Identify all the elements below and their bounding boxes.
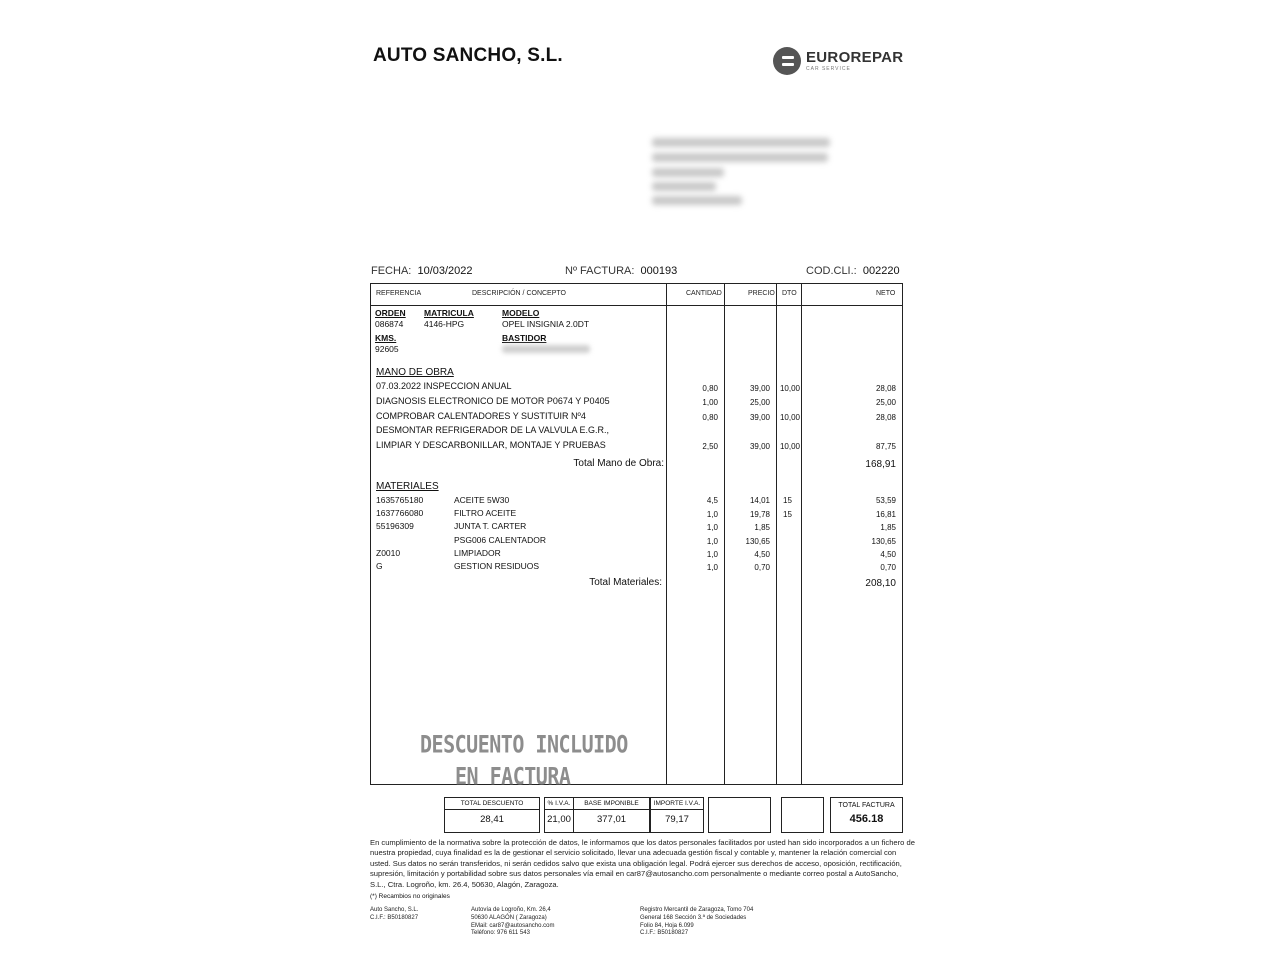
labor-dto: 10,00 <box>779 413 800 422</box>
material-dto: 15 <box>783 510 792 519</box>
descuento-stamp-line2: EN FACTURA <box>455 761 571 791</box>
material-desc: JUNTA T. CARTER <box>454 521 527 531</box>
base-imponible-box <box>573 797 650 833</box>
kms-value: 92605 <box>375 344 399 354</box>
total-factura-value: 456.18 <box>849 813 884 825</box>
iva-pct-box <box>544 797 574 833</box>
descuento-stamp-line1: DESCUENTO INCLUIDO <box>420 729 628 759</box>
labor-neto: 28,08 <box>875 384 896 393</box>
column-divider <box>666 283 667 785</box>
material-desc: ACEITE 5W30 <box>454 495 510 505</box>
material-precio: 1,85 <box>754 523 770 532</box>
labor-dto: 10,00 <box>779 442 800 451</box>
material-ref: 1635765180 <box>376 495 424 505</box>
labor-desc: DESMONTAR REFRIGERADOR DE LA VALVULA E.G.R., <box>376 425 610 435</box>
recambios-note: (*) Recambios no originales <box>370 893 450 900</box>
material-dto: 15 <box>783 496 792 505</box>
labor-desc: LIMPIAR Y DESCARBONILLAR, MONTAJE Y PRUEBAS <box>376 440 606 450</box>
table-header-divider <box>370 305 903 306</box>
labor-cantidad: 1,00 <box>702 398 718 407</box>
bastidor-label: BASTIDOR <box>502 333 547 343</box>
labor-dto: 10,00 <box>779 384 800 393</box>
labor-neto: 87,75 <box>875 442 896 451</box>
fecha-value: 10/03/2022 <box>417 265 473 277</box>
labor-precio: 39,00 <box>749 442 770 451</box>
matricula-label: MATRICULA <box>424 308 474 318</box>
eurorepar-logo-icon <box>773 47 801 75</box>
codigo-cliente: COD.CLI.: 002220 <box>806 265 900 277</box>
total-materiales-value: 208,10 <box>865 578 896 589</box>
col-header-cantidad: CANTIDAD <box>686 290 722 297</box>
importe-iva-value: 79,17 <box>665 814 689 825</box>
iva-pct-label: % I.V.A. <box>545 798 573 810</box>
footer-line: Auto Sancho, S.L. <box>370 907 419 913</box>
total-factura-box <box>830 797 903 833</box>
material-precio: 0,70 <box>754 563 770 572</box>
material-cantidad: 1,0 <box>706 523 718 532</box>
column-divider <box>801 283 802 785</box>
total-descuento-label: TOTAL DESCUENTO <box>445 798 539 810</box>
col-header-referencia: REFERENCIA <box>376 290 422 297</box>
matricula-value: 4146-HPG <box>424 319 465 329</box>
col-header-neto: NETO <box>876 290 896 297</box>
total-materiales-label: Total Materiales: <box>589 577 662 588</box>
section-title-mano-de-obra: MANO DE OBRA <box>376 367 454 378</box>
orden-value: 086874 <box>375 319 404 329</box>
material-precio: 130,65 <box>745 537 770 546</box>
total-descuento-value: 28,41 <box>480 814 504 825</box>
company-name: AUTO SANCHO, S.L. <box>373 45 563 66</box>
material-cantidad: 1,0 <box>706 563 718 572</box>
col-header-dto: DTO <box>782 290 797 297</box>
fecha: FECHA: 10/03/2022 <box>371 265 473 277</box>
footer-line: Folio 84, Hoja 6.099 <box>640 922 694 929</box>
labor-neto: 28,08 <box>875 413 896 422</box>
modelo-label: MODELO <box>502 308 540 318</box>
material-neto: 16,81 <box>875 510 896 519</box>
section-title-materiales: MATERIALES <box>376 481 439 492</box>
material-neto: 53,59 <box>875 496 896 505</box>
labor-cantidad: 2,50 <box>702 442 718 451</box>
redacted-bastidor <box>502 345 590 353</box>
material-desc: PSG006 CALENTADOR <box>454 535 546 545</box>
material-precio: 19,78 <box>749 510 770 519</box>
total-descuento-box <box>444 797 540 833</box>
material-cantidad: 1,0 <box>706 550 718 559</box>
material-precio: 14,01 <box>749 496 770 505</box>
footer-line: General 168 Sección 3.ª de Sociedades <box>640 914 747 921</box>
material-desc: LIMPIADOR <box>454 548 501 558</box>
legal-notice: En cumplimiento de la normativa sobre la protección de datos, le informamos que los datos personales facilitados por usted han sido incorporados a un fichero de nuestra propiedad, cuya finalidad es la de gestionar el servicio solicitado, llevar una adecuada gestión fiscal y contable y, mantener la relación comercial con usted. Sus datos no serán transferidos, ni serán cedidos salvo que exista una obligación legal. Podrá ejercer sus derechos de acceso, oposición, rectificación, supresión, limitación y portabilidad sobre sus datos personales vía email en car87@autosancho.com personalmente o mediante correo postal a AutoSancho, S.L., Ctra. Logroño, km. 26.4, 50630, Alagón, Zaragoza. <box>370 838 915 889</box>
logo-subtitle: CAR SERVICE <box>806 66 851 72</box>
column-divider <box>724 283 725 785</box>
empty-box <box>781 797 824 833</box>
modelo-value: OPEL INSIGNIA 2.0DT <box>502 319 590 329</box>
labor-neto: 25,00 <box>875 398 896 407</box>
material-cantidad: 4,5 <box>706 496 718 505</box>
material-desc: GESTION RESIDUOS <box>454 561 540 571</box>
material-ref: 55196309 <box>376 521 414 531</box>
material-neto: 4,50 <box>880 550 896 559</box>
footer-line: Teléfono: 976 611 543 <box>471 930 530 937</box>
col-header-precio: PRECIO <box>748 290 775 297</box>
footer-registry <box>640 907 753 938</box>
material-ref: Z0010 <box>376 548 401 558</box>
material-neto: 130,65 <box>871 537 896 546</box>
footer-line: Autovía de Logroño, Km. 26,4 <box>471 907 551 913</box>
kms-label: KMS. <box>375 333 397 343</box>
column-divider <box>776 283 777 785</box>
base-imponible-label: BASE IMPONIBLE <box>574 798 649 810</box>
numero-factura: Nº FACTURA: 000193 <box>565 265 678 277</box>
orden-label: ORDEN <box>375 308 406 318</box>
logo-name: EUROREPAR <box>806 49 904 66</box>
labor-precio: 39,00 <box>749 384 770 393</box>
material-cantidad: 1,0 <box>706 537 718 546</box>
labor-desc: DIAGNOSIS ELECTRONICO DE MOTOR P0674 Y P0405 <box>376 396 610 406</box>
material-neto: 1,85 <box>880 523 896 532</box>
material-cantidad: 1,0 <box>706 510 718 519</box>
material-desc: FILTRO ACEITE <box>454 508 517 518</box>
codigo-cliente-value: 002220 <box>862 265 900 277</box>
total-mano-de-obra-label: Total Mano de Obra: <box>573 458 664 469</box>
empty-box <box>708 797 771 833</box>
labor-cantidad: 0,80 <box>702 413 718 422</box>
total-mano-de-obra-value: 168,91 <box>865 459 896 470</box>
total-factura-label: TOTAL FACTURA <box>838 802 895 809</box>
footer-line: EMail: car87@autosancho.com <box>471 922 555 929</box>
footer-address <box>471 907 554 938</box>
importe-iva-box <box>650 797 704 833</box>
invoice-table <box>370 283 903 785</box>
iva-pct-value: 21,00 <box>547 814 571 825</box>
footer-line: C.I.F.: B50180827 <box>640 930 689 937</box>
footer-line: 50630 ALAGÓN ( Zaragoza) <box>471 914 547 921</box>
labor-desc: 07.03.2022 INSPECCION ANUAL <box>376 381 512 391</box>
numero-factura-value: 000193 <box>640 265 678 277</box>
eurorepar-logo <box>773 47 903 75</box>
material-precio: 4,50 <box>754 550 770 559</box>
col-header-descripcion: DESCRIPCIÓN / CONCEPTO <box>472 290 566 297</box>
labor-cantidad: 0,80 <box>702 384 718 393</box>
importe-iva-label: IMPORTE I.V.A. <box>651 798 703 810</box>
labor-precio: 25,00 <box>749 398 770 407</box>
footer-line: C.I.F.: B50180827 <box>370 914 419 921</box>
material-ref: G <box>376 561 383 571</box>
material-ref: 1637766080 <box>376 508 424 518</box>
footer-line: Registro Mercantil de Zaragoza, Tomo 704 <box>640 907 754 913</box>
labor-precio: 39,00 <box>749 413 770 422</box>
material-neto: 0,70 <box>880 563 896 572</box>
footer-company <box>370 907 418 923</box>
labor-desc: COMPROBAR CALENTADORES Y SUSTITUIR Nº4 <box>376 411 586 421</box>
base-imponible-value: 377,01 <box>596 814 627 825</box>
